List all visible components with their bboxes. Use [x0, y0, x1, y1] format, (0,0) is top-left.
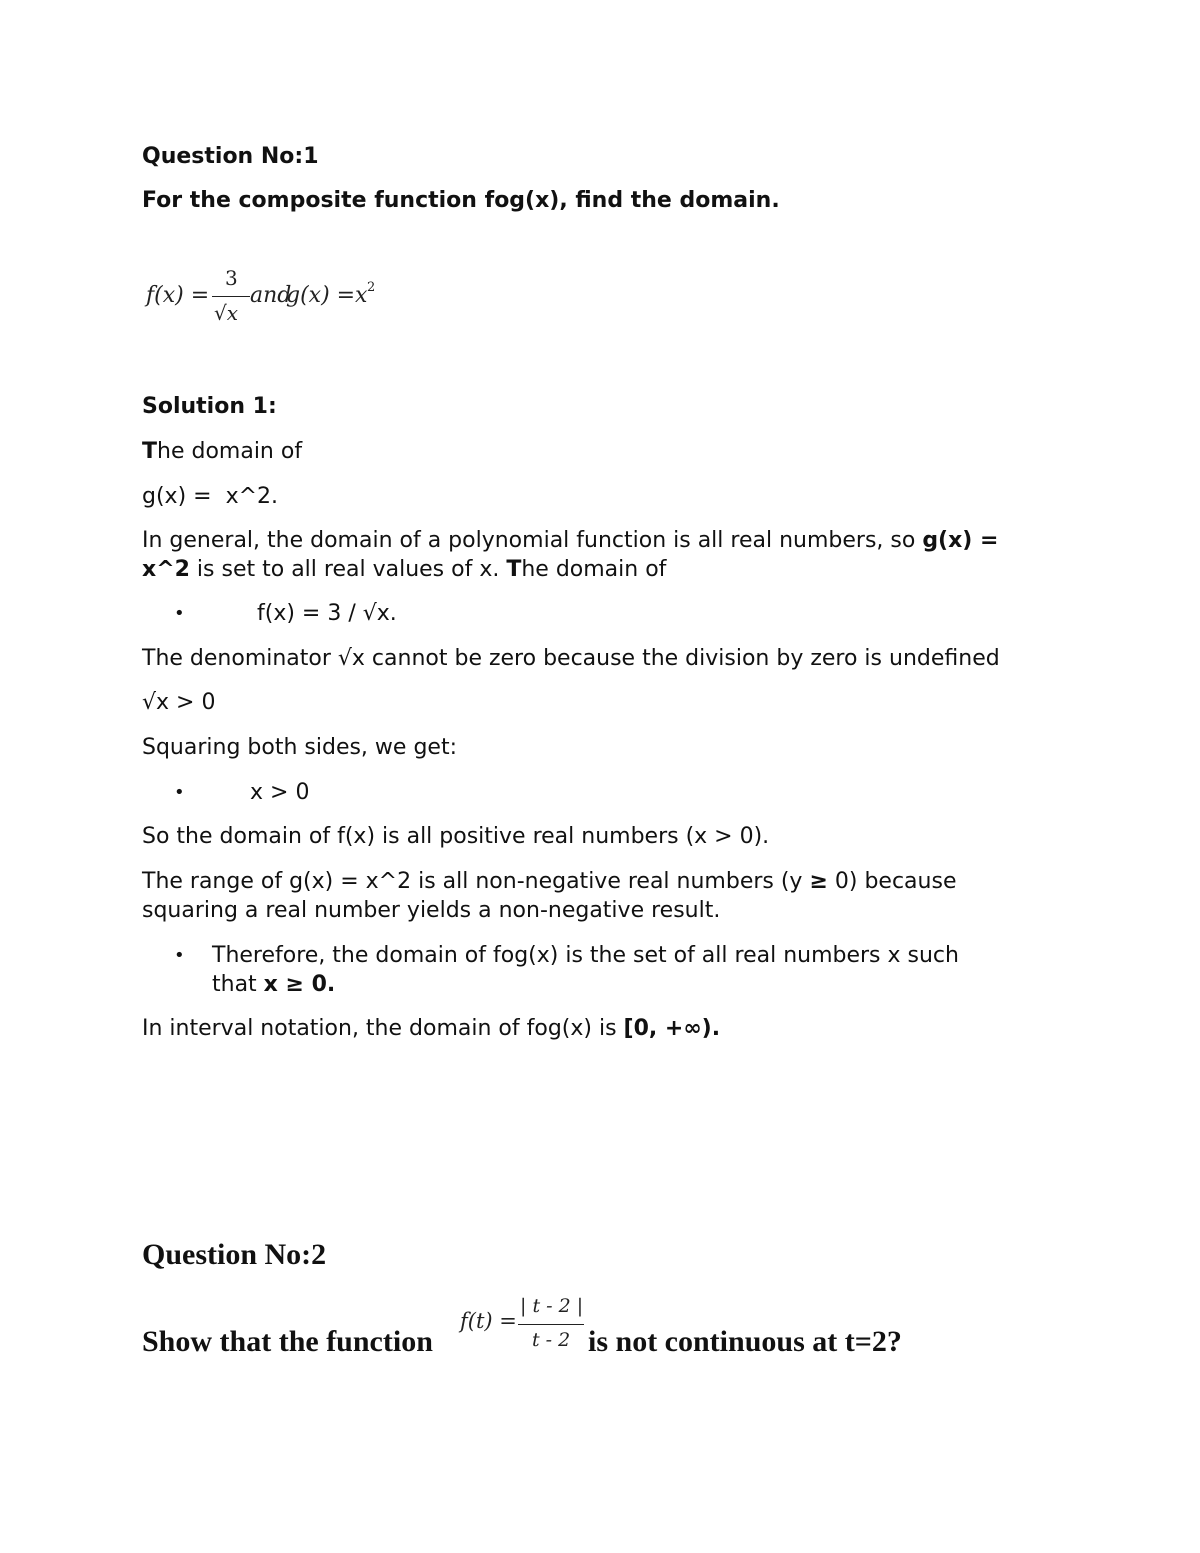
solution-paragraph-polynomial-line-1	[142, 526, 998, 555]
eq-f-denominator: √x	[214, 301, 239, 325]
eq-f-lhs: f(x) =	[146, 283, 210, 308]
eq-g-exponent: 2	[367, 280, 376, 295]
p1-text-a: In general, the domain of a polynomial function is all real numbers, so	[142, 528, 923, 553]
bullet-3-text-line-2	[212, 970, 335, 999]
question-2-heading: Question No:2	[142, 1238, 327, 1271]
solution-line-sqrt: √x > 0	[142, 690, 216, 715]
bullet-3-text-that: that	[212, 972, 264, 997]
eq-g-lhs: g(x) =	[286, 283, 356, 308]
p1-bold-t: T	[506, 557, 522, 582]
bullet-3-bold-condition: x ≥ 0.	[263, 972, 336, 997]
eq2-fraction-bar	[518, 1324, 584, 1325]
question-1-prompt: For the composite function fog(x), find the domain.	[142, 188, 780, 213]
range-text-b: 0) because	[827, 869, 957, 894]
bullet-3-marker: •	[174, 945, 185, 966]
eq-f-fraction-bar	[212, 296, 250, 297]
bullet-3-text-line-1: Therefore, the domain of fog(x) is the set of all real numbers x such	[212, 943, 959, 968]
bullet-2-marker: •	[174, 782, 185, 803]
bullet-2-text: x > 0	[250, 780, 310, 805]
range-text-a: The range of g(x) = x^2 is all non-negative real numbers (y	[142, 869, 810, 894]
p1-text-f: he domain of	[521, 557, 667, 582]
range-ge-symbol: ≥	[809, 869, 828, 894]
solution-line-domain-f: So the domain of f(x) is all positive real numbers (x > 0).	[142, 824, 770, 849]
solution-paragraph-polynomial-line-2	[142, 555, 666, 584]
solution-interval-notation	[142, 1014, 720, 1043]
eq-g-rhs: x	[355, 283, 368, 308]
solution-range-line-1	[142, 867, 956, 896]
interval-text: In interval notation, the domain of fog(x) is	[142, 1016, 624, 1041]
solution-1-heading: Solution 1:	[142, 394, 277, 419]
p1-text-d: is set to all real values of x.	[189, 557, 507, 582]
question-2-prompt-start: Show that the function	[142, 1325, 433, 1358]
eq2-lhs: f(t) =	[460, 1309, 517, 1333]
eq-and-word: and	[250, 283, 292, 308]
eq2-denominator: t - 2	[532, 1329, 571, 1351]
question-1-heading: Question No:1	[142, 144, 319, 169]
solution-line-domain-of	[142, 437, 302, 466]
solution-line-domain-of-initial: T	[142, 439, 158, 464]
solution-line-denominator: The denominator √x cannot be zero because the division by zero is undefined	[142, 646, 1000, 671]
question-2-prompt-end: is not continuous at t=2?	[588, 1325, 902, 1358]
eq-f-numerator: 3	[225, 266, 238, 290]
solution-line-domain-of-rest: he domain of	[157, 439, 303, 464]
solution-line-squaring: Squaring both sides, we get:	[142, 735, 457, 760]
solution-range-line-2: squaring a real number yields a non-negative result.	[142, 898, 721, 923]
p1-bold-gx: g(x) =	[922, 528, 999, 553]
bullet-1-text: f(x) = 3 / √x.	[257, 601, 397, 626]
bullet-1-marker: •	[174, 603, 185, 624]
eq2-numerator: | t - 2 |	[520, 1295, 584, 1317]
p1-bold-x2: x^2	[142, 557, 190, 582]
solution-line-g: g(x) = x^2.	[142, 484, 279, 509]
interval-bold-value: [0, +∞).	[623, 1016, 721, 1041]
